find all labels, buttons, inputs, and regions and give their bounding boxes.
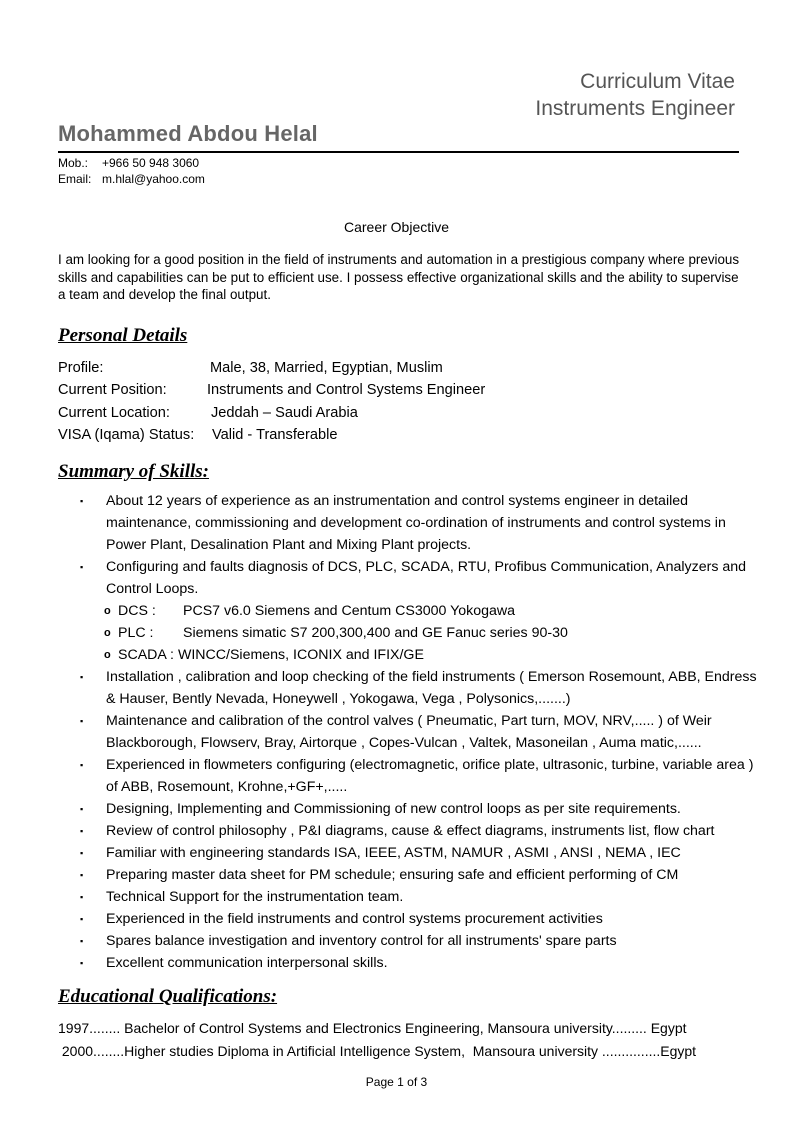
skill-item (80, 930, 760, 952)
subitem-value: PCS7 v6.0 Siemens and Centum CS3000 Yokogawa (183, 603, 516, 619)
skill-item (80, 798, 760, 820)
skill-text: Designing, Implementing and Commissioning of new control loops as per site requirements. (106, 801, 681, 817)
subitem-key: SCADA : (118, 647, 174, 663)
personal-row (58, 402, 358, 424)
skill-item (80, 754, 760, 798)
email-value: m.hlal@yahoo.com (102, 172, 205, 186)
personal-details-heading: Personal Details (58, 325, 188, 346)
bullet-icon: ▪ (80, 760, 84, 770)
skill-text: Experienced in the field instruments and control systems procurement activities (106, 911, 603, 927)
candidate-name: Mohammed Abdou Helal (58, 121, 318, 146)
skill-subitem (80, 622, 760, 644)
mobile-label: Mob.: (58, 156, 89, 170)
circle-bullet-icon: o (104, 627, 111, 639)
skill-item (80, 864, 760, 886)
education-heading: Educational Qualifications: (58, 986, 278, 1007)
bullet-icon: ▪ (80, 848, 84, 858)
personal-label: Profile: (58, 360, 104, 376)
document-title: Curriculum Vitae (580, 70, 735, 93)
education-row: 1997........ Bachelor of Control Systems and Electronics Engineering, Mansoura university......... Egypt (58, 1020, 687, 1036)
bullet-icon: ▪ (80, 870, 84, 880)
email-row (58, 171, 205, 187)
skill-text: Review of control philosophy , P&I diagrams, cause & effect diagrams, instruments list, flow chart (106, 823, 715, 839)
education-list (58, 1017, 696, 1062)
education-row: 2000........Higher studies Diploma in Artificial Intelligence System, Mansoura university ...............Egypt (58, 1042, 697, 1059)
skill-item (80, 952, 760, 974)
skill-text: Preparing master data sheet for PM schedule; ensuring safe and efficient performing of CM (106, 867, 679, 883)
personal-value: Instruments and Control Systems Engineer (207, 382, 486, 399)
skill-item (80, 842, 760, 864)
skills-heading: Summary of Skills: (58, 461, 209, 482)
objective-heading: Career Objective (343, 219, 450, 235)
circle-bullet-icon: o (104, 649, 111, 661)
bullet-icon: ▪ (80, 826, 84, 836)
skills-list (80, 490, 760, 974)
skill-item (80, 666, 760, 710)
subitem-key: PLC : (118, 625, 154, 641)
personal-details (58, 357, 486, 446)
personal-label: Current Location: (58, 404, 170, 421)
skill-subitem (80, 600, 760, 622)
mobile-row (58, 155, 205, 171)
skill-item (80, 710, 760, 754)
subitem-value: Siemens simatic S7 200,300,400 and GE Fanuc series 90-30 (183, 625, 568, 641)
email-label: Email: (58, 172, 92, 186)
personal-label: VISA (Iqama) Status: (58, 426, 195, 443)
bullet-icon: ▪ (80, 914, 84, 924)
skill-item (80, 886, 760, 908)
skill-text: Excellent communication interpersonal skills. (106, 955, 388, 971)
job-title: Instruments Engineer (535, 97, 735, 120)
personal-row (58, 357, 443, 379)
document-header (535, 68, 735, 122)
bullet-icon: ▪ (80, 496, 84, 506)
skill-item (80, 820, 760, 842)
bullet-icon: ▪ (80, 672, 84, 682)
skill-item (80, 556, 760, 600)
skill-text: Familiar with engineering standards ISA, IEEE, ASTM, NAMUR , ASMI , ANSI , NEMA , IEC (106, 845, 681, 861)
skill-text: Technical Support for the instrumentation team. (106, 889, 404, 905)
personal-value: Jeddah – Saudi Arabia (211, 404, 358, 421)
subitem-key: DCS : (118, 603, 156, 619)
objective-text: I am looking for a good position in the field of instruments and automation in a prestigious company where previous skills and capabilities can be put to efficient use. I possess effective organizational skills and the ability to supervise a team and develop the final output. (58, 252, 740, 302)
skill-text: Installation , calibration and loop checking of the field instruments ( Emerson Rosemount, ABB, Endress & Hauser, Bently Nevada, Honeywell , Yokogawa, Vega , Polysonics,.......) (106, 669, 757, 707)
bullet-icon: ▪ (80, 804, 84, 814)
header-divider (58, 151, 739, 153)
skill-text: About 12 years of experience as an instrumentation and control systems engineer in detailed maintenance, commissioning and development co-ordination of instruments and control systems in Power Plant, Desalination Plant and Mixing Plant projects. (106, 493, 726, 553)
page-number: Page 1 of 3 (365, 1075, 428, 1089)
bullet-icon: ▪ (80, 958, 84, 968)
personal-row (58, 379, 486, 401)
bullet-icon: ▪ (80, 562, 84, 572)
skill-text: Maintenance and calibration of the control valves ( Pneumatic, Part turn, MOV, NRV,..... ) of Weir Blackborough, Flowserv, Bray, Airtorque , Copes-Vulcan , Valtek, Masoneilan , Auma matic,...... (106, 713, 712, 751)
personal-label: Current Position: (58, 382, 167, 399)
bullet-icon: ▪ (80, 716, 84, 726)
skill-text: Experienced in flowmeters configuring (electromagnetic, orifice plate, ultrasonic, turbine, variable area ) of ABB, Rosemount, Krohne,+GF+,..... (106, 757, 754, 795)
circle-bullet-icon: o (104, 605, 111, 617)
skill-item (80, 490, 760, 556)
personal-value: Valid - Transferable (212, 426, 338, 443)
subitem-value: WINCC/Siemens, ICONIX and IFIX/GE (177, 647, 424, 663)
personal-value: Male, 38, Married, Egyptian, Muslim (210, 360, 443, 376)
mobile-value: +966 50 948 3060 (102, 156, 200, 170)
skill-item (80, 908, 760, 930)
contact-block (58, 155, 205, 187)
bullet-icon: ▪ (80, 892, 84, 902)
skill-text: Spares balance investigation and inventory control for all instruments' spare parts (106, 933, 617, 949)
personal-row (58, 424, 338, 446)
skill-subitem (80, 644, 760, 666)
bullet-icon: ▪ (80, 936, 84, 946)
skill-text: Configuring and faults diagnosis of DCS, PLC, SCADA, RTU, Profibus Communication, Analyzers and Control Loops. (106, 559, 747, 597)
